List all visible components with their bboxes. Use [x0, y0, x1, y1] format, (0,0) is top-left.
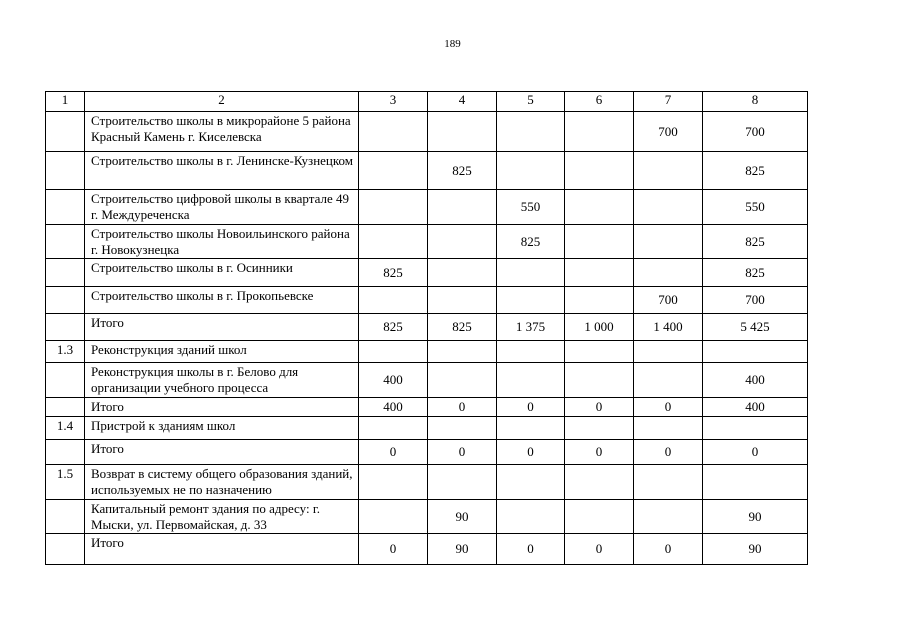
value-cell-col-4: 0 — [428, 440, 497, 465]
value-cell-col-6 — [565, 190, 634, 225]
value-cell-col-3 — [359, 287, 428, 314]
value-cell-col-6 — [565, 112, 634, 152]
value-cell-col-7: 1 400 — [634, 314, 703, 341]
row-number-cell — [46, 287, 85, 314]
value-cell-col-5: 825 — [497, 225, 565, 259]
value-cell-col-5: 0 — [497, 534, 565, 565]
table-header-row — [46, 92, 808, 112]
value-cell-col-5 — [497, 259, 565, 287]
column-header: 7 — [634, 92, 703, 112]
value-cell-col-6: 0 — [565, 534, 634, 565]
value-cell-col-6 — [565, 465, 634, 500]
value-cell-col-7 — [634, 465, 703, 500]
value-cell-col-8: 700 — [703, 112, 808, 152]
value-cell-col-3 — [359, 152, 428, 190]
table-row — [46, 190, 808, 225]
table-row — [46, 287, 808, 314]
value-cell-col-3 — [359, 500, 428, 534]
value-cell-col-6: 0 — [565, 440, 634, 465]
table-row — [46, 363, 808, 398]
value-cell-col-5 — [497, 287, 565, 314]
value-cell-col-3: 0 — [359, 534, 428, 565]
column-header: 5 — [497, 92, 565, 112]
row-number-cell: 1.5 — [46, 465, 85, 500]
value-cell-col-4 — [428, 341, 497, 363]
value-cell-col-6 — [565, 259, 634, 287]
value-cell-col-4: 0 — [428, 398, 497, 417]
value-cell-col-6 — [565, 287, 634, 314]
value-cell-col-4: 90 — [428, 500, 497, 534]
row-number-cell — [46, 398, 85, 417]
value-cell-col-7 — [634, 341, 703, 363]
value-cell-col-3 — [359, 417, 428, 440]
value-cell-col-8: 0 — [703, 440, 808, 465]
value-cell-col-3: 825 — [359, 314, 428, 341]
row-number-cell — [46, 190, 85, 225]
page-number: 189 — [444, 38, 461, 50]
row-name-cell: Капитальный ремонт здания по адресу: г. Мыски, ул. Первомайская, д. 33 — [85, 500, 359, 534]
value-cell-col-5: 0 — [497, 398, 565, 417]
row-number-cell — [46, 225, 85, 259]
value-cell-col-8: 825 — [703, 259, 808, 287]
row-number-cell — [46, 534, 85, 565]
value-cell-col-8: 90 — [703, 534, 808, 565]
table-row — [46, 152, 808, 190]
value-cell-col-8: 825 — [703, 152, 808, 190]
total-row — [46, 314, 808, 341]
row-name-cell: Пристрой к зданиям школ — [85, 417, 359, 440]
value-cell-col-7: 0 — [634, 534, 703, 565]
row-name-cell: Итого — [85, 398, 359, 417]
total-row — [46, 398, 808, 417]
value-cell-col-8 — [703, 341, 808, 363]
value-cell-col-3 — [359, 465, 428, 500]
value-cell-col-6 — [565, 341, 634, 363]
value-cell-col-5 — [497, 112, 565, 152]
row-name-cell: Итого — [85, 534, 359, 565]
value-cell-col-6 — [565, 500, 634, 534]
value-cell-col-5 — [497, 341, 565, 363]
value-cell-col-3: 400 — [359, 363, 428, 398]
row-name-cell: Возврат в систему общего образования зданий, используемых не по назначению — [85, 465, 359, 500]
row-name-cell: Реконструкция зданий школ — [85, 341, 359, 363]
value-cell-col-7 — [634, 417, 703, 440]
value-cell-col-3 — [359, 341, 428, 363]
value-cell-col-4: 825 — [428, 314, 497, 341]
row-name-cell: Итого — [85, 440, 359, 465]
value-cell-col-4 — [428, 112, 497, 152]
column-header: 2 — [85, 92, 359, 112]
value-cell-col-8: 700 — [703, 287, 808, 314]
value-cell-col-7 — [634, 190, 703, 225]
value-cell-col-4 — [428, 225, 497, 259]
row-name-cell: Реконструкция школы в г. Белово для организации учебного процесса — [85, 363, 359, 398]
value-cell-col-8: 825 — [703, 225, 808, 259]
value-cell-col-8: 400 — [703, 363, 808, 398]
table-row — [46, 225, 808, 259]
value-cell-col-4 — [428, 259, 497, 287]
value-cell-col-4 — [428, 287, 497, 314]
value-cell-col-4 — [428, 417, 497, 440]
total-row — [46, 440, 808, 465]
row-name-cell: Строительство школы Новоильинского района г. Новокузнецка — [85, 225, 359, 259]
value-cell-col-4 — [428, 465, 497, 500]
column-header: 4 — [428, 92, 497, 112]
value-cell-col-3 — [359, 225, 428, 259]
value-cell-col-5 — [497, 465, 565, 500]
value-cell-col-6 — [565, 363, 634, 398]
value-cell-col-7 — [634, 225, 703, 259]
row-number-cell — [46, 363, 85, 398]
row-number-cell — [46, 259, 85, 287]
value-cell-col-3 — [359, 190, 428, 225]
row-name-cell: Строительство школы в микрорайоне 5 района Красный Камень г. Киселевска — [85, 112, 359, 152]
value-cell-col-5 — [497, 417, 565, 440]
value-cell-col-5 — [497, 500, 565, 534]
value-cell-col-7: 700 — [634, 287, 703, 314]
value-cell-col-5 — [497, 363, 565, 398]
section-row — [46, 465, 808, 500]
value-cell-col-7: 700 — [634, 112, 703, 152]
value-cell-col-8 — [703, 465, 808, 500]
section-row — [46, 417, 808, 440]
value-cell-col-8: 90 — [703, 500, 808, 534]
row-number-cell — [46, 112, 85, 152]
section-row — [46, 341, 808, 363]
value-cell-col-7 — [634, 363, 703, 398]
value-cell-col-7: 0 — [634, 398, 703, 417]
column-header: 1 — [46, 92, 85, 112]
value-cell-col-4 — [428, 363, 497, 398]
table-row — [46, 500, 808, 534]
value-cell-col-5: 0 — [497, 440, 565, 465]
budget-table — [45, 91, 808, 565]
row-number-cell: 1.4 — [46, 417, 85, 440]
value-cell-col-6: 1 000 — [565, 314, 634, 341]
value-cell-col-6: 0 — [565, 398, 634, 417]
row-number-cell — [46, 314, 85, 341]
value-cell-col-4: 825 — [428, 152, 497, 190]
column-header: 6 — [565, 92, 634, 112]
value-cell-col-6 — [565, 417, 634, 440]
value-cell-col-7 — [634, 259, 703, 287]
row-number-cell: 1.3 — [46, 341, 85, 363]
value-cell-col-6 — [565, 225, 634, 259]
row-name-cell: Строительство школы в г. Прокопьевске — [85, 287, 359, 314]
value-cell-col-8 — [703, 417, 808, 440]
value-cell-col-3 — [359, 112, 428, 152]
row-number-cell — [46, 440, 85, 465]
column-header: 8 — [703, 92, 808, 112]
value-cell-col-5 — [497, 152, 565, 190]
value-cell-col-3: 400 — [359, 398, 428, 417]
row-name-cell: Строительство цифровой школы в квартале 49 г. Междуреченска — [85, 190, 359, 225]
row-number-cell — [46, 152, 85, 190]
row-name-cell: Строительство школы в г. Осинники — [85, 259, 359, 287]
value-cell-col-3: 825 — [359, 259, 428, 287]
value-cell-col-4: 90 — [428, 534, 497, 565]
column-header: 3 — [359, 92, 428, 112]
value-cell-col-8: 5 425 — [703, 314, 808, 341]
table-row — [46, 112, 808, 152]
value-cell-col-7: 0 — [634, 440, 703, 465]
table-row — [46, 259, 808, 287]
row-number-cell — [46, 500, 85, 534]
value-cell-col-7 — [634, 152, 703, 190]
value-cell-col-3: 0 — [359, 440, 428, 465]
value-cell-col-7 — [634, 500, 703, 534]
value-cell-col-5: 1 375 — [497, 314, 565, 341]
row-name-cell: Итого — [85, 314, 359, 341]
value-cell-col-8: 550 — [703, 190, 808, 225]
row-name-cell: Строительство школы в г. Ленинске-Кузнецком — [85, 152, 359, 190]
value-cell-col-6 — [565, 152, 634, 190]
total-row — [46, 534, 808, 565]
value-cell-col-5: 550 — [497, 190, 565, 225]
value-cell-col-8: 400 — [703, 398, 808, 417]
value-cell-col-4 — [428, 190, 497, 225]
